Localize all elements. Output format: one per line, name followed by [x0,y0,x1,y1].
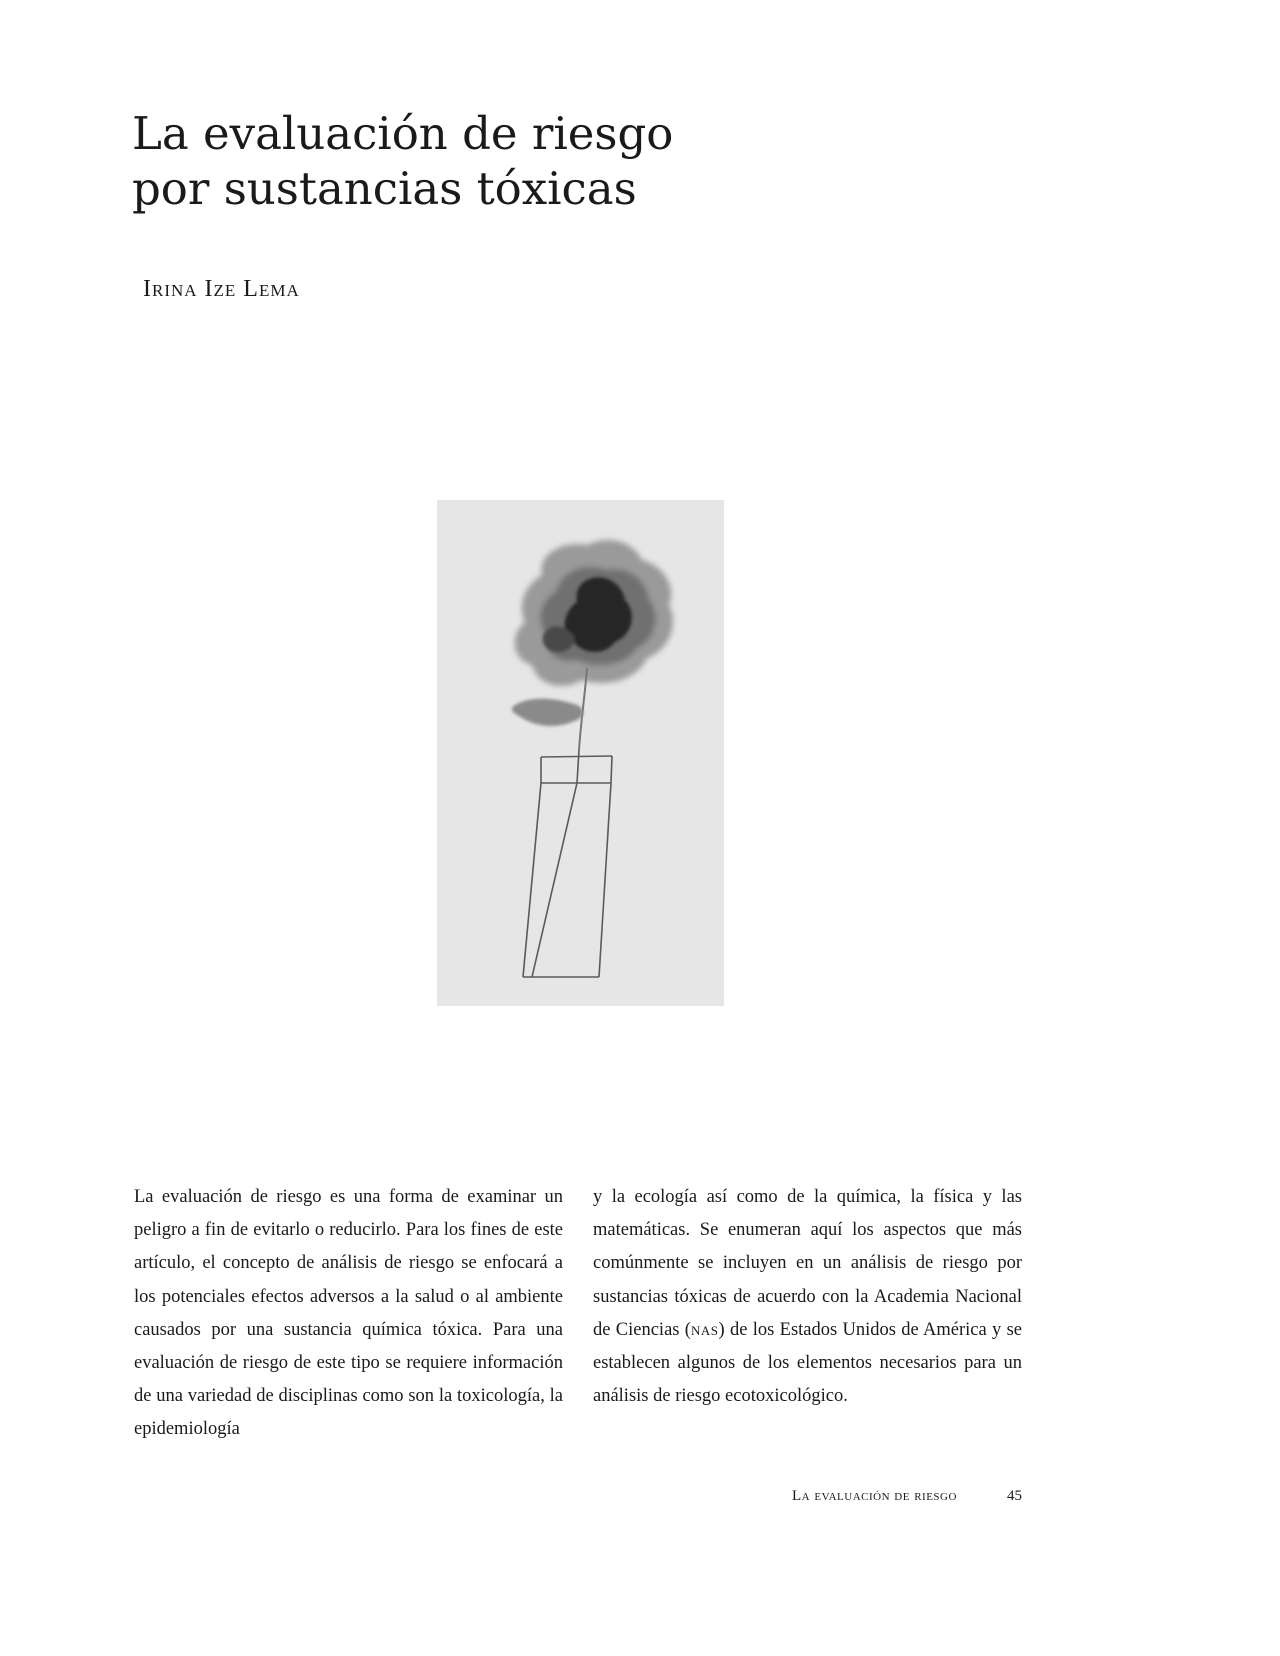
article-author: Irina Ize Lema [143,276,300,302]
flower-illustration [437,500,724,1006]
article-title-line-2: por sustancias tóxicas [132,162,637,215]
page-number: 45 [1007,1488,1022,1504]
article-title-line-1: La evaluación de riesgo [132,107,674,160]
body-column-2 [593,1181,1022,1447]
body-column-2-text-b: ) de los Estados Unidos de América y se establecen algunos de los elementos necesarios para un análisis de riesgo ecotoxicológico. [593,1319,1023,1407]
nas-abbreviation: nas [690,1319,719,1340]
page-footer [792,1488,1022,1505]
article-title [132,106,673,216]
body-column-2-text-a: y la ecología así como de la química, la física y las matemáticas. Se enumeran aquí los aspectos que más comúnmente se incluyen en un análisis de riesgo por sustancias tóxicas de acuerdo con la Academia Nacional de Ciencias ( [593,1187,1022,1340]
body-text [134,1181,1022,1447]
body-column-1-text: La evaluación de riesgo es una forma de examinar un peligro a fin de evitarlo o reducirlo. Para los fines de este artículo, el concepto de análisis de riesgo se enfocará a los potenciales efectos adversos a la salud o al ambiente causados por una sustancia química tóxica. Para una evaluación de riesgo de este tipo se requiere información de una variedad de disciplinas como son la toxicología, la epidemiología [134,1187,563,1440]
body-column-1 [134,1181,563,1447]
running-head: La evaluación de riesgo [792,1488,957,1504]
